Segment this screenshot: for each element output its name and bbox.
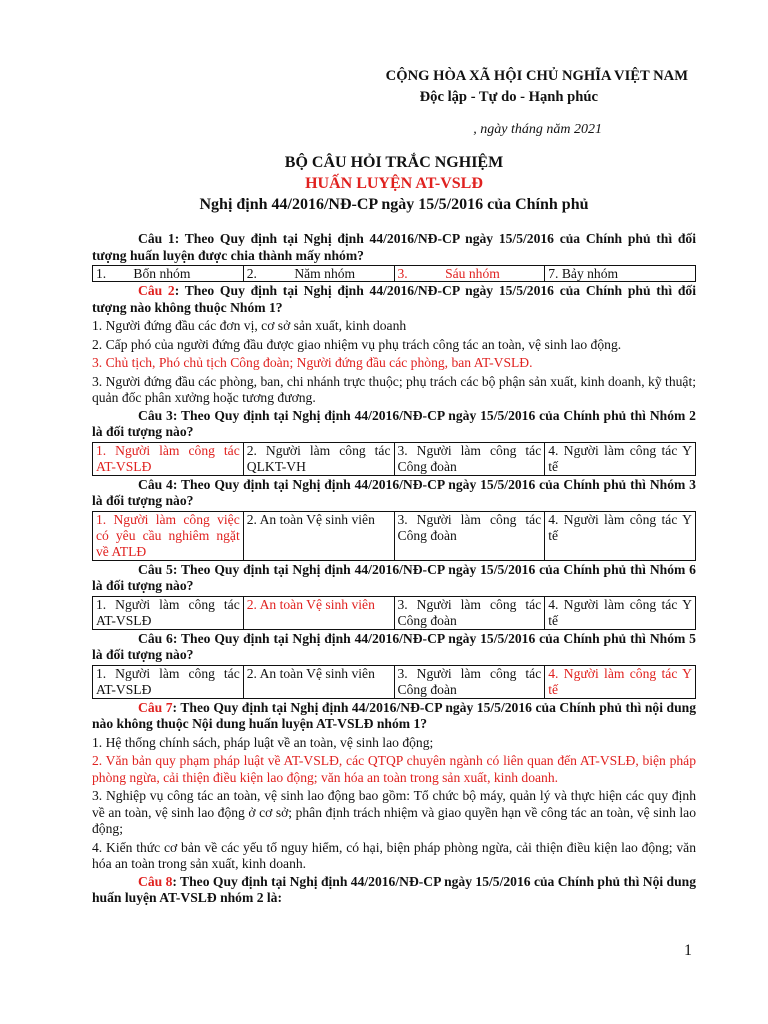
question-1-number: Câu 1: [138, 231, 175, 246]
q1-option-3: 3. Sáu nhóm: [394, 266, 545, 282]
q1-option-4: 7. Bảy nhóm: [545, 266, 696, 282]
question-1: [92, 231, 696, 264]
q5-option-1: 1. Người làm công tác AT-VSLĐ: [93, 596, 244, 629]
q2-answer-4: 3. Người đứng đầu các phòng, ban, chi nhánh trực thuộc; phụ trách các bộ phận sản xuất, kinh doanh, kỹ thuật; quản đốc phân xưởng hoặc tương đương.: [92, 373, 696, 405]
q1-option-2: 2. Năm nhóm: [243, 266, 394, 282]
date-line: , ngày tháng năm 2021: [473, 122, 602, 137]
question-7-text: : Theo Quy định tại Nghị định 44/2016/NĐ-CP ngày 15/5/2016 của Chính phủ thì nội dung nào không thuộc Nội dung huấn luyện AT-VSLĐ nhóm 1?: [92, 699, 696, 731]
national-motto: Độc lập - Tự do - Hạnh phúc: [419, 89, 598, 105]
question-4: [92, 477, 696, 510]
q4-option-2: 2. An toàn Vệ sinh viên: [243, 511, 394, 560]
question-8: [92, 874, 696, 907]
question-4-options: [92, 511, 696, 561]
q3-option-4: 4. Người làm công tác Y tế: [545, 442, 696, 475]
title-line-1: BỘ CÂU HỎI TRẮC NGHIỆM: [284, 154, 504, 171]
question-1-text: : Theo Quy định tại Nghị định 44/2016/NĐ-CP ngày 15/5/2016 của Chính phủ thì đối tượng huấn luyện được chia thành mấy nhóm?: [92, 231, 696, 263]
question-8-number: Câu 8: [138, 873, 173, 889]
question-5-number: Câu 5: [138, 561, 173, 577]
question-1-options: [92, 265, 696, 282]
q4-option-4: 4. Người làm công tác Y tế: [545, 511, 696, 560]
q4-option-1: 1. Người làm công việc có yêu cầu nghiêm ngặt về ATLĐ: [93, 511, 244, 560]
page-number: 1: [684, 942, 692, 959]
question-7-number: Câu 7: [138, 699, 173, 715]
question-3-number: Câu 3: [138, 407, 173, 423]
q2-answer-2: 2. Cấp phó của người đứng đầu được giao nhiệm vụ phụ trách công tác an toàn, vệ sinh lao động.: [92, 336, 622, 352]
title-line-3: Nghị định 44/2016/NĐ-CP ngày 15/5/2016 của Chính phủ: [199, 196, 589, 213]
q3-option-2: 2. Người làm công tác QLKT-VH: [243, 442, 394, 475]
question-2-text: : Theo Quy định tại Nghị định 44/2016/NĐ-CP ngày 15/5/2016 của Chính phủ thì đối tượng nào không thuộc Nhóm 1?: [92, 283, 696, 315]
question-6-number: Câu 6: [138, 630, 173, 646]
q7-answer-4: 4. Kiến thức cơ bản về các yếu tố nguy hiểm, có hại, biện pháp phòng ngừa, cải thiện điều kiện lao động; văn hóa an toàn trong sản xuất, kinh doanh.: [92, 839, 696, 871]
document-title: [92, 152, 696, 215]
question-2: [92, 283, 696, 316]
question-3-options: [92, 442, 696, 476]
question-5-text: : Theo Quy định tại Nghị định 44/2016/NĐ-CP ngày 15/5/2016 của Chính phủ thì Nhóm 6 là đối tượng nào?: [92, 561, 696, 593]
q7-answer-1: 1. Hệ thống chính sách, pháp luật về an toàn, vệ sinh lao động;: [92, 734, 434, 750]
national-header: [92, 66, 696, 108]
q4-option-3: 3. Người làm công tác Công đoàn: [394, 511, 545, 560]
question-6-text: : Theo Quy định tại Nghị định 44/2016/NĐ-CP ngày 15/5/2016 của Chính phủ thì Nhóm 5 là đối tượng nào?: [92, 630, 696, 662]
q6-option-4: 4. Người làm công tác Y tế: [545, 665, 696, 698]
question-4-number: Câu 4: [138, 476, 173, 492]
question-6-options: [92, 665, 696, 699]
question-7: [92, 700, 696, 733]
q7-answer-3: 3. Nghiệp vụ công tác an toàn, vệ sinh lao động bao gồm: Tổ chức bộ máy, quản lý và thực hiện các quy định về an toàn, vệ sinh lao động ở cơ sở; phân định trách nhiệm và giao quyền hạn về công tác an toàn, vệ sinh lao động;: [92, 788, 696, 836]
document-page: [92, 66, 696, 907]
question-6: [92, 631, 696, 664]
q2-answer-3: 3. Chủ tịch, Phó chủ tịch Công đoàn; Người đứng đầu các phòng, ban AT-VSLĐ.: [92, 355, 533, 370]
q3-option-1: 1. Người làm công tác AT-VSLĐ: [93, 442, 244, 475]
q2-answer-1: 1. Người đứng đầu các đơn vị, cơ sở sản xuất, kinh doanh: [92, 318, 407, 333]
q7-answer-2: 2. Văn bản quy phạm pháp luật về AT-VSLĐ, các QTQP chuyên ngành có liên quan đến AT-VSLĐ, biện pháp phòng ngừa, cải thiện điều kiện lao động; văn hóa an toàn trong sản xuất, kinh doanh.: [92, 753, 696, 785]
question-2-number: Câu 2: [138, 283, 175, 298]
q5-option-2: 2. An toàn Vệ sinh viên: [243, 596, 394, 629]
title-line-2: HUẤN LUYỆN AT-VSLĐ: [305, 175, 483, 192]
question-5: [92, 562, 696, 595]
question-8-text: : Theo Quy định tại Nghị định 44/2016/NĐ-CP ngày 15/5/2016 của Chính phủ thì Nội dung huấn luyện AT-VSLĐ nhóm 2 là:: [92, 873, 697, 905]
q6-option-3: 3. Người làm công tác Công đoàn: [394, 665, 545, 698]
q3-option-3: 3. Người làm công tác Công đoàn: [394, 442, 545, 475]
question-5-options: [92, 596, 696, 630]
q6-option-1: 1. Người làm công tác AT-VSLĐ: [93, 665, 244, 698]
q1-option-1: 1. Bốn nhóm: [93, 266, 244, 282]
q5-option-3: 3. Người làm công tác Công đoàn: [394, 596, 545, 629]
nation-name: CỘNG HÒA XÃ HỘI CHỦ NGHĨA VIỆT NAM: [385, 68, 688, 84]
q5-option-4: 4. Người làm công tác Y tế: [545, 596, 696, 629]
question-3-text: : Theo Quy định tại Nghị định 44/2016/NĐ-CP ngày 15/5/2016 của Chính phủ thì Nhóm 2 là đối tượng nào?: [92, 407, 696, 439]
question-4-text: : Theo Quy định tại Nghị định 44/2016/NĐ-CP ngày 15/5/2016 của Chính phủ thì Nhóm 3 là đối tượng nào?: [92, 476, 696, 508]
question-3: [92, 408, 696, 441]
q6-option-2: 2. An toàn Vệ sinh viên: [243, 665, 394, 698]
